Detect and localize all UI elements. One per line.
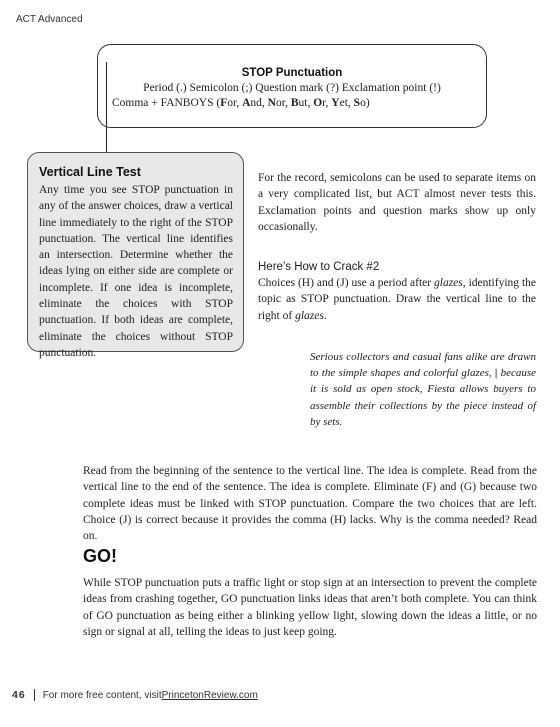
fanboys-suffix: ) <box>365 97 370 109</box>
footer-text: For more free content, visit <box>42 689 162 701</box>
fanboys-initial: N <box>267 97 276 109</box>
fanboys-rest: or, <box>275 97 291 109</box>
footer-link[interactable]: PrincetonReview.com <box>161 689 258 701</box>
crack-paragraph <box>258 275 536 324</box>
vertical-line-mark: | <box>494 367 498 380</box>
fanboys-prefix: Comma + FANBOYS ( <box>112 97 221 109</box>
vertical-line-test-box <box>27 152 244 359</box>
vertical-line-test-body: Any time you see STOP punctuation in any of the answer choices, draw a vertical line immediately to the right of the STOP punctuation. The vertical line identifies an intersection. Determine whether the ideas lying on either side are complete or incomplete. If one idea is incomplete, eliminate the choices with STOP punctuation. If both ideas are complete, eliminate the choices without STOP punctuation. <box>39 184 233 359</box>
semicolon-note: For the record, semicolons can be used to separate items on a very complicated list, but ACT almost never tests this. Exclamation points and question marks show up only occasionally. <box>258 172 536 233</box>
fanboys-rest: et, <box>339 97 354 109</box>
stop-box-line-2 <box>98 96 486 111</box>
fanboys-initial: O <box>313 97 323 109</box>
stop-punctuation-box <box>97 44 487 128</box>
fanboys-list <box>220 97 366 109</box>
fanboys-rest: or, <box>227 97 243 109</box>
fanboys-initial: B <box>290 97 299 109</box>
go-heading: GO! <box>83 546 117 566</box>
crack-emphasis-1: glazes <box>434 277 463 290</box>
vertical-line-test-title: Vertical Line Test <box>39 165 141 179</box>
fanboys-rest: o <box>360 97 366 109</box>
quote-before: Serious collectors and casual fans alike are drawn to the simple shapes and colorful glazes, <box>310 351 536 380</box>
fanboys-initial: F <box>220 97 228 109</box>
go-paragraph: While STOP punctuation puts a traffic light or stop sign at an intersection to prevent the complete ideas from crashing together, GO punctuation links ideas that aren’t both complete. You can think of GO punctuation as being either a blinking yellow light, slowing down the ideas a little, or no sign or signal at all, telling the ideas to just keep going. <box>83 577 537 638</box>
stop-box-title: STOP Punctuation <box>241 67 343 79</box>
fanboys-initial: Y <box>331 97 340 109</box>
fanboys-rest: ut, <box>298 97 314 109</box>
crack-emphasis-2: glazes <box>295 309 324 322</box>
footer-divider <box>34 689 35 701</box>
crack-text-3: . <box>323 309 327 322</box>
right-column <box>258 170 536 324</box>
crack-heading: Here’s How to Crack #2 <box>258 261 380 274</box>
explanation-paragraph: Read from the beginning of the sentence to the vertical line. The idea is complete. Read from the vertical line to the end of the sentence. The idea is complete. Eliminate (F) and (G) because two complete ideas must be linked with STOP punctuation. Compare the two choices that are left. Choice (J) is correct because it provides the comma (H) lacks. Why is the comma needed? Read on. <box>83 465 537 543</box>
fanboys-initial: S <box>353 97 361 109</box>
fanboys-rest: nd, <box>250 97 268 109</box>
crack-text-1: Choices (H) and (J) use a period after <box>258 277 435 290</box>
crack-text-2: , identifying the topic as STOP punctuation. Draw the vertical line to the right of <box>258 277 536 322</box>
fanboys-initial: A <box>242 97 251 109</box>
quote-after: because it is sold as open stock, Fiesta allows buyers to assemble their collections by the piece instead of by sets. <box>310 367 536 428</box>
fanboys-rest: r, <box>322 97 332 109</box>
page-number: 46 <box>12 689 26 701</box>
stop-box-line-1: Period (.) Semicolon (;) Question mark (?) Exclamation point (!) <box>143 82 441 94</box>
page-footer <box>12 689 258 701</box>
running-head: ACT Advanced <box>16 14 83 25</box>
example-quote <box>310 349 536 430</box>
